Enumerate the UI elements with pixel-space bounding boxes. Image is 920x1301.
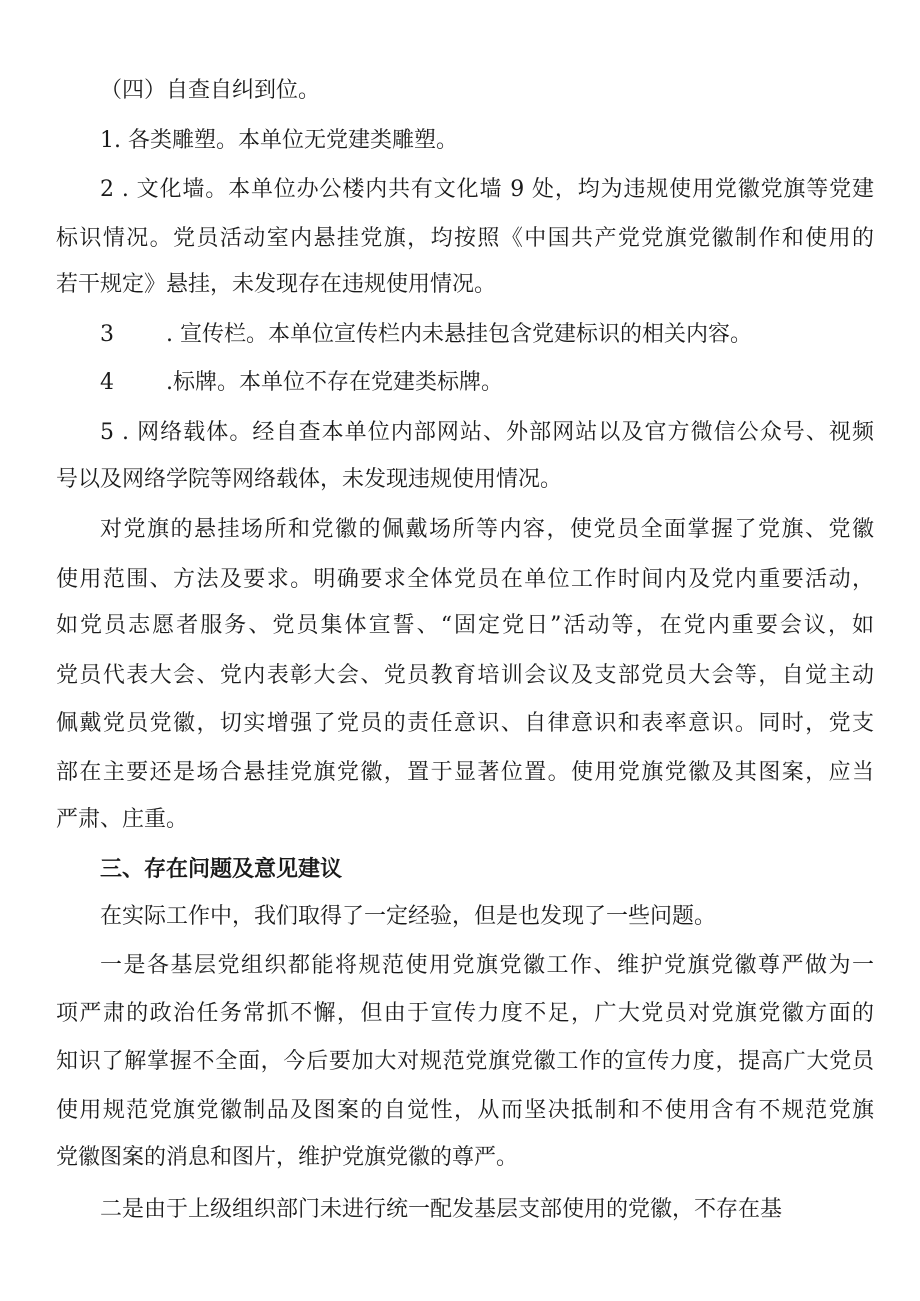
paragraph-line: 号以及网络学院等网络载体，未发现违规使用情况。 — [56, 467, 563, 492]
item-number: 3 — [100, 322, 114, 347]
paragraph-line: 部在主要还是场合悬挂党旗党徽，置于显著位置。使用党旗党徽及其图案，应当 — [56, 760, 874, 785]
subsection-heading: （四）自查自纠到位。 — [100, 78, 321, 103]
item-5-network: 5 . 网络载体。经自查本单位内部网站、外部网站以及官方微信公众号、视频 — [100, 420, 874, 445]
paragraph-line: 知识了解掌握不全面，今后要加大对规范党旗党徽工作的宣传力度，提高广大党员 — [56, 1049, 874, 1074]
paragraph-line: 严肃、庄重。 — [56, 807, 189, 832]
paragraph-line: 党徽图案的消息和图片，维护党旗党徽的尊严。 — [56, 1145, 519, 1170]
item-2-culture-wall: 2 . 文化墙。本单位办公楼内共有文化墙 9 处，均为违规使用党徽党旗等党建 — [100, 177, 874, 202]
paragraph-line: 标识情况。党员活动室内悬挂党旗，均按照《中国共产党党旗党徽制作和使用的 — [56, 226, 874, 251]
item-4-signboard — [100, 368, 874, 398]
paragraph-line: 项严肃的政治任务常抓不懈，但由于宣传力度不足，广大党员对党旗党徽方面的 — [56, 1001, 874, 1026]
paragraph-line: 一是各基层党组织都能将规范使用党旗党徽工作、维护党旗党徽尊严做为一 — [100, 953, 874, 978]
paragraph-line: 使用范围、方法及要求。明确要求全体党员在单位工作时间内及党内重要活动， — [56, 567, 874, 592]
paragraph-line: 二是由于上级组织部门未进行统一配发基层支部使用的党徽，不存在基 — [100, 1197, 783, 1222]
paragraph-line: 若干规定》悬挂，未发现存在违规使用情况。 — [56, 272, 497, 297]
section-heading: 三、存在问题及意见建议 — [100, 857, 343, 882]
paragraph-line: 党员代表大会、党内表彰大会、党员教育培训会议及支部党员大会等，自觉主动 — [56, 663, 874, 688]
paragraph-line: 如党员志愿者服务、党员集体宣誓、“固定党日”活动等，在党内重要会议，如 — [56, 613, 874, 638]
paragraph-line: 使用规范党旗党徽制品及图案的自觉性，从而坚决抵制和不使用含有不规范党旗 — [56, 1098, 874, 1123]
item-text: . 宣传栏。本单位宣传栏内未悬挂包含党建标识的相关内容。 — [166, 322, 752, 347]
paragraph-line: 佩戴党员党徽，切实增强了党员的责任意识、自律意识和表率意识。同时，党支 — [56, 711, 874, 736]
item-3-bulletin-board — [100, 320, 874, 350]
item-1-sculpture: 1. 各类雕塑。本单位无党建类雕塑。 — [100, 128, 458, 153]
item-number: 4 — [100, 370, 114, 395]
paragraph-line: 在实际工作中，我们取得了一定经验，但是也发现了一些问题。 — [100, 904, 717, 929]
item-text: .标牌。本单位不存在党建类标牌。 — [166, 370, 503, 395]
paragraph-line: 对党旗的悬挂场所和党徽的佩戴场所等内容，使党员全面掌握了党旗、党徽 — [100, 517, 874, 542]
